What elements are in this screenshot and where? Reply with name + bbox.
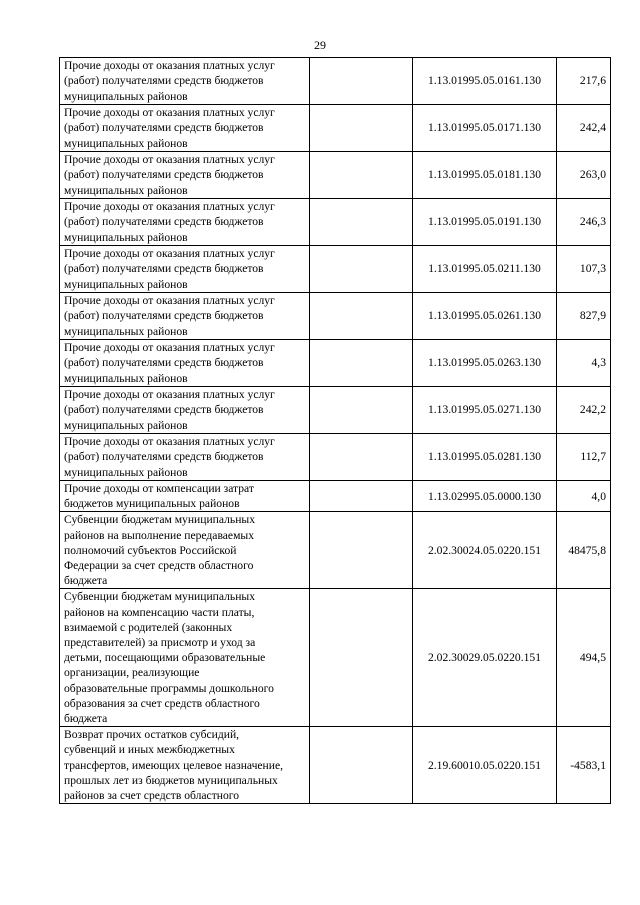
revenue-name-line: муниципальных районов (64, 230, 188, 244)
table-row (60, 340, 611, 387)
revenue-name-line: Прочие доходы от оказания платных услуг (64, 294, 275, 308)
budget-code-cell: 1.13.01995.05.0191.130 (413, 199, 557, 246)
revenue-name-cell (60, 512, 310, 589)
revenue-name-line: трансфертов, имеющих целевое назначение, (64, 758, 284, 772)
revenue-name-line: организации, реализующие (64, 666, 200, 680)
revenue-name-line: муниципальных районов (64, 371, 188, 385)
revenue-name-line: муниципальных районов (64, 277, 188, 291)
table-row (60, 152, 611, 199)
revenue-name-line: Субвенции бюджетам муниципальных (64, 513, 255, 527)
revenue-name-cell (60, 589, 310, 727)
revenue-name-line: Прочие доходы от оказания платных услуг (64, 153, 275, 167)
revenue-name-line: (работ) получателями средств бюджетов (64, 121, 264, 135)
budget-code-cell: 1.13.01995.05.0261.130 (413, 293, 557, 340)
revenue-name-line: (работ) получателями средств бюджетов (64, 262, 264, 276)
amount-cell: 217,6 (557, 58, 611, 105)
empty-cell (310, 340, 413, 387)
budget-code-cell: 1.13.01995.05.0271.130 (413, 387, 557, 434)
revenue-name-cell (60, 434, 310, 481)
amount-cell: 494,5 (557, 589, 611, 727)
revenue-name-line: муниципальных районов (64, 418, 188, 432)
budget-code-cell: 2.19.60010.05.0220.151 (413, 727, 557, 804)
revenue-name-line: представителей) за присмотр и уход за (64, 636, 256, 650)
revenue-name-line: Прочие доходы от оказания платных услуг (64, 247, 275, 261)
budget-code-cell: 1.13.01995.05.0263.130 (413, 340, 557, 387)
amount-cell: 107,3 (557, 246, 611, 293)
amount-cell: 4,0 (557, 481, 611, 512)
revenue-name-line: (работ) получателями средств бюджетов (64, 74, 264, 88)
revenue-name-line: (работ) получателями средств бюджетов (64, 403, 264, 417)
revenue-name-cell (60, 199, 310, 246)
empty-cell (310, 293, 413, 340)
table-row (60, 58, 611, 105)
revenue-name-line: районов на выполнение передаваемых (64, 528, 254, 542)
budget-code-cell: 1.13.01995.05.0281.130 (413, 434, 557, 481)
empty-cell (310, 387, 413, 434)
table-row (60, 434, 611, 481)
revenue-name-line: Прочие доходы от оказания платных услуг (64, 388, 275, 402)
revenue-name-line: муниципальных районов (64, 465, 188, 479)
revenue-name-cell (60, 152, 310, 199)
table-row (60, 246, 611, 293)
empty-cell (310, 512, 413, 589)
table-row (60, 481, 611, 512)
table-row (60, 387, 611, 434)
revenue-name-line: Субвенции бюджетам муниципальных (64, 590, 255, 604)
amount-cell: 263,0 (557, 152, 611, 199)
amount-cell: 112,7 (557, 434, 611, 481)
revenue-name-line: районов за счет средств областного (64, 789, 240, 803)
revenue-name-line: Федерации за счет средств областного (64, 559, 254, 573)
revenue-name-cell (60, 293, 310, 340)
empty-cell (310, 199, 413, 246)
revenue-name-line: Прочие доходы от оказания платных услуг (64, 341, 275, 355)
revenue-name-line: муниципальных районов (64, 89, 188, 103)
amount-cell: -4583,1 (557, 727, 611, 804)
revenue-name-line: муниципальных районов (64, 324, 188, 338)
amount-cell: 4,3 (557, 340, 611, 387)
revenue-name-line: Прочие доходы от оказания платных услуг (64, 200, 275, 214)
revenue-name-cell (60, 246, 310, 293)
revenue-name-line: (работ) получателями средств бюджетов (64, 168, 264, 182)
revenue-name-line: субвенций и иных межбюджетных (64, 743, 235, 757)
revenue-name-cell (60, 58, 310, 105)
budget-code-cell: 2.02.30029.05.0220.151 (413, 589, 557, 727)
table-row (60, 727, 611, 804)
revenue-name-cell (60, 105, 310, 152)
revenue-name-cell (60, 727, 310, 804)
revenue-name-cell (60, 481, 310, 512)
table-row (60, 199, 611, 246)
empty-cell (310, 481, 413, 512)
budget-revenue-table (59, 57, 611, 804)
revenue-name-line: детьми, посещающими образовательные (64, 651, 266, 665)
empty-cell (310, 434, 413, 481)
amount-cell: 242,2 (557, 387, 611, 434)
table-row (60, 512, 611, 589)
table-row (60, 293, 611, 340)
budget-code-cell: 1.13.01995.05.0161.130 (413, 58, 557, 105)
revenue-name-line: полномочий субъектов Российской (64, 543, 237, 557)
page-number: 29 (314, 38, 326, 52)
empty-cell (310, 152, 413, 199)
empty-cell (310, 105, 413, 152)
revenue-name-line: образования за счет средств областного (64, 696, 260, 710)
amount-cell: 827,9 (557, 293, 611, 340)
budget-code-cell: 1.13.01995.05.0181.130 (413, 152, 557, 199)
revenue-name-line: Прочие доходы от оказания платных услуг (64, 435, 275, 449)
revenue-name-line: (работ) получателями средств бюджетов (64, 309, 264, 323)
revenue-name-line: взимаемой с родителей (законных (64, 620, 233, 634)
revenue-name-line: образовательные программы дошкольного (64, 681, 274, 695)
budget-code-cell: 1.13.02995.05.0000.130 (413, 481, 557, 512)
revenue-name-cell (60, 387, 310, 434)
revenue-name-line: бюджета (64, 712, 108, 726)
empty-cell (310, 58, 413, 105)
revenue-name-line: прошлых лет из бюджетов муниципальных (64, 773, 278, 787)
budget-code-cell: 2.02.30024.05.0220.151 (413, 512, 557, 589)
table-row (60, 589, 611, 727)
revenue-name-line: Возврат прочих остатков субсидий, (64, 728, 240, 742)
empty-cell (310, 246, 413, 293)
revenue-name-line: Прочие доходы от оказания платных услуг (64, 59, 275, 73)
revenue-name-cell (60, 340, 310, 387)
revenue-name-line: Прочие доходы от компенсации затрат (64, 482, 254, 495)
table-row (60, 105, 611, 152)
budget-code-cell: 1.13.01995.05.0211.130 (413, 246, 557, 293)
empty-cell (310, 727, 413, 804)
revenue-name-line: (работ) получателями средств бюджетов (64, 450, 264, 464)
revenue-name-line: муниципальных районов (64, 136, 188, 150)
revenue-name-line: (работ) получателями средств бюджетов (64, 356, 264, 370)
amount-cell: 242,4 (557, 105, 611, 152)
revenue-name-line: бюджета (64, 574, 108, 588)
budget-code-cell: 1.13.01995.05.0171.130 (413, 105, 557, 152)
revenue-name-line: районов на компенсацию части платы, (64, 605, 255, 619)
revenue-name-line: Прочие доходы от оказания платных услуг (64, 106, 275, 120)
revenue-name-line: муниципальных районов (64, 183, 188, 197)
revenue-name-line: (работ) получателями средств бюджетов (64, 215, 264, 229)
revenue-name-line: бюджетов муниципальных районов (64, 497, 240, 511)
table-body (60, 58, 611, 804)
amount-cell: 48475,8 (557, 512, 611, 589)
amount-cell: 246,3 (557, 199, 611, 246)
empty-cell (310, 589, 413, 727)
